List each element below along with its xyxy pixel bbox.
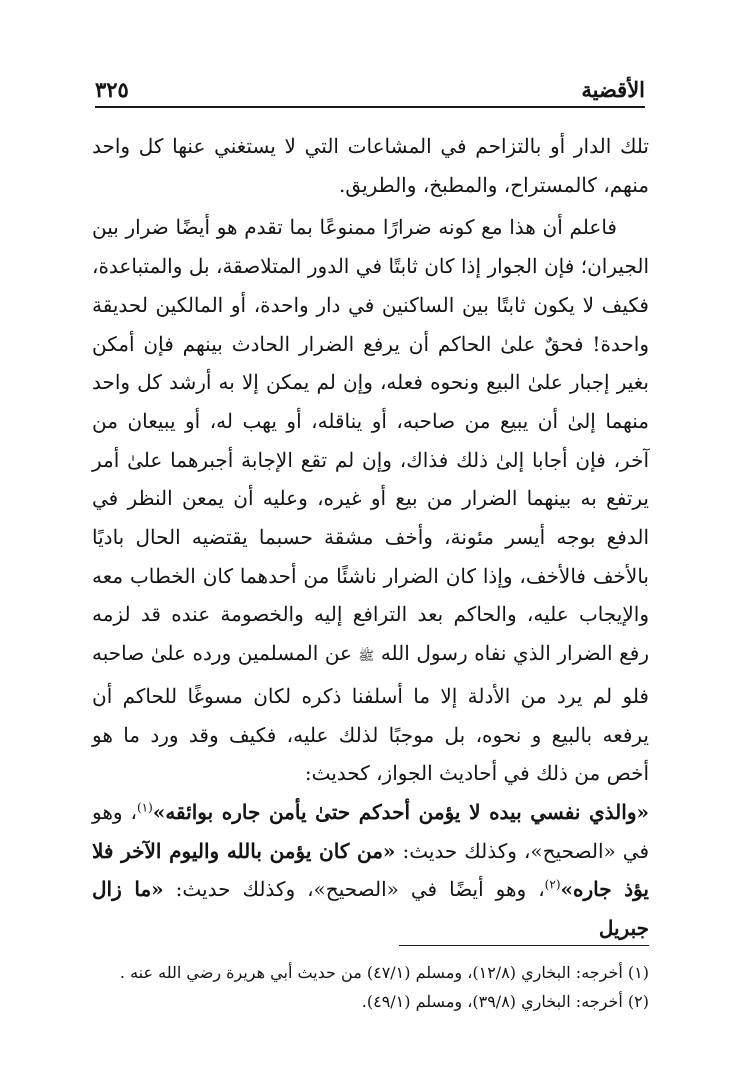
footnote-ref-1[interactable]: (١) [136, 800, 153, 815]
hadith-quote-3-start: «ما زال جبريل [92, 877, 649, 941]
paragraph-2 [92, 208, 649, 947]
connector-text-1: ، وهو في «الصحيح»، وكذلك حديث: [92, 799, 650, 863]
running-title: الأقضية [581, 77, 645, 102]
hadith-quote-1: «والذي نفسي بيده لا يؤمن أحدكم حتىٰ يأمن جاره بوائقه» [152, 799, 649, 824]
hadith-quote-2: «من كان يؤمن بالله واليوم الآخر فلا يؤذ جاره» [92, 838, 650, 902]
page-header [95, 62, 645, 102]
header-rule [95, 106, 645, 108]
connector-text-2: ، وهو أيضًا في «الصحيح»، وكذلك حديث: [175, 877, 545, 902]
footnote-1: (١) أخرجه: البخاري (١٢/٨)، ومسلم (٤٧/١) من حديث أبي هريرة رضي الله عنه . [119, 963, 649, 982]
main-text [92, 127, 649, 948]
page-number: ٣٢٥ [95, 77, 129, 102]
paragraph-2-text-a: فاعلم أن هذا مع كونه ضرارًا ممنوعًا بما تقدم هو أيضًا ضرار بين الجيران؛ فإن الجوار إذا كان ثابتًا في الدور المتلاصقة، بل والمتباعدة، فكيف لا يكون ثابتًا بين الساكنين في دار واحدة، أو المالكين لحديقة واحدة! فحقٌ علىٰ الحاكم أن يرفع الضرار الحادث بينهم فإن أمكن بغير إجبار علىٰ البيع ونحوه فعله، وإن لم يمكن إلا به أرشد كل واحد منهما إلىٰ أن يبيع من صاحبه، أو يناقله، أو يهب له، أو يبيعان من آخر، فإن أجابا إلىٰ ذلك فذاك، وإن لم تقع الإجابة أجبرهما علىٰ أمر يرتفع به بينهما الضرار من بيع أو غيره، وعليه أن يمعن النظر في الدفع بوجه أيسر مئونة، وأخف مشقة حسبما يقتضيه الحال باديًا بالأخف فالأخف، وإذا كان الضرار ناشئًا من أحدهما كان الخطاب معه والإيجاب عليه، والحاكم بعد الترافع إليه والخصومة عنده قد لزمه رفع الضرار الذي نفاه رسول الله [92, 215, 650, 666]
salawat-glyph: ﷺ [358, 649, 375, 665]
footnote-separator [399, 945, 649, 946]
footnote-2: (٢) أخرجه: البخاري (٣٩/٨)، ومسلم (٤٩/١). [361, 992, 649, 1011]
paragraph-1: تلك الدار أو بالتزاحم في المشاعات التي لا يستغني عنها كل واحد منهم، كالمستراح، والمطبخ، والطريق. [92, 134, 649, 197]
footnote-ref-2[interactable]: (٢) [544, 877, 561, 892]
footnotes [92, 958, 649, 1016]
paragraph-2-text-b: عن المسلمين ورده علىٰ صاحبه فلو لم يرد من الأدلة إلا ما أسلفنا ذكره لكان مسوغًا للحاكم أن يرفعه بالبيع و نحوه، بل موجبًا لذلك عليه، فكيف وقد ورد ما هو أخص من ذلك في أحاديث الجواز، كحديث: [92, 641, 649, 786]
